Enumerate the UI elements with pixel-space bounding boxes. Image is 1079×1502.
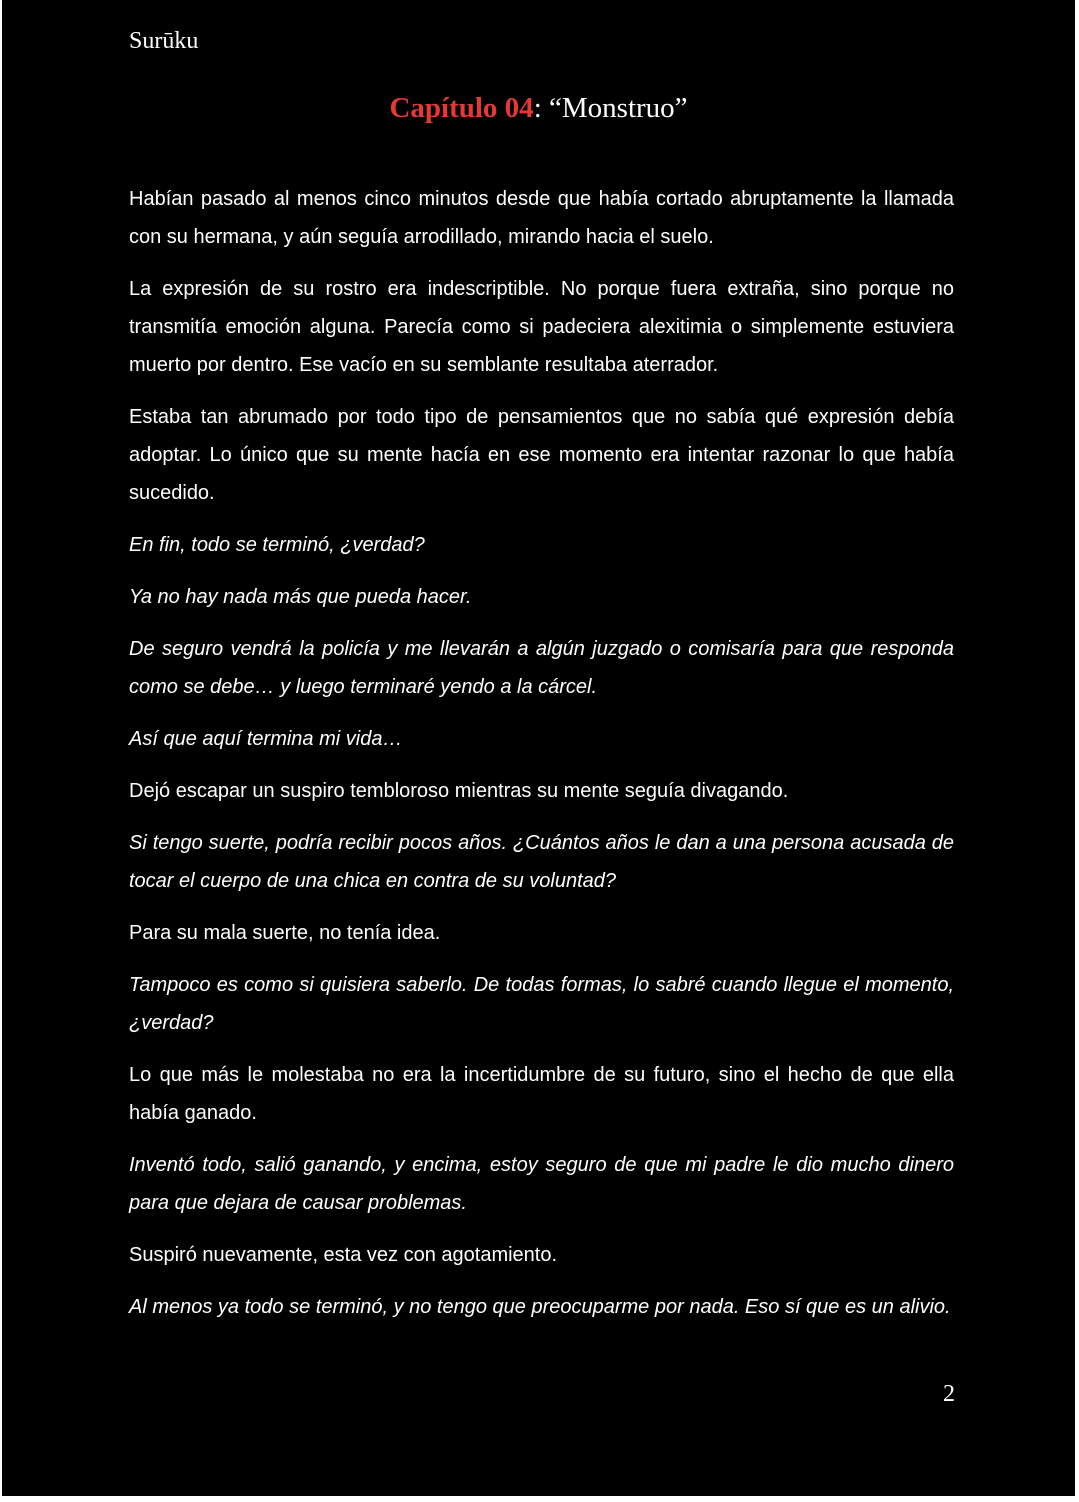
paragraph: Tampoco es como si quisiera saberlo. De todas formas, lo sabré cuando llegue el momento, ¿verdad? — [129, 974, 954, 1034]
paragraph: Inventó todo, salió ganando, y encima, estoy seguro de que mi padre le dio mucho dinero para que dejara de causar problemas. — [129, 1154, 954, 1214]
paragraph: Dejó escapar un suspiro tembloroso mientras su mente seguía divagando. — [129, 780, 789, 802]
paragraph: La expresión de su rostro era indescriptible. No porque fuera extraña, sino porque no transmitía emoción alguna. Parecía como si padeciera alexitimia o simplemente estuviera muerto por dentro. Ese vacío en su semblante resultaba aterrador. — [129, 278, 954, 376]
paragraph: Ya no hay nada más que pueda hacer. — [129, 586, 472, 608]
paragraph: Para su mala suerte, no tenía idea. — [129, 922, 441, 944]
paragraph: Lo que más le molestaba no era la incertidumbre de su futuro, sino el hecho de que ella había ganado. — [129, 1064, 954, 1124]
paragraph: Suspiró nuevamente, esta vez con agotamiento. — [129, 1244, 558, 1266]
paragraph: De seguro vendrá la policía y me llevarán a algún juzgado o comisaría para que responda como se debe… y luego terminaré yendo a la cárcel. — [129, 638, 954, 698]
paragraph: Habían pasado al menos cinco minutos desde que había cortado abruptamente la llamada con su hermana, y aún seguía arrodillado, mirando hacia el suelo. — [129, 188, 954, 248]
chapter-title — [2, 92, 1075, 125]
paragraph: Al menos ya todo se terminó, y no tengo que preocuparme por nada. Eso sí que es un alivio. — [129, 1296, 951, 1318]
paragraph: Si tengo suerte, podría recibir pocos años. ¿Cuántos años le dan a una persona acusada de tocar el cuerpo de una chica en contra de su voluntad? — [129, 832, 954, 892]
paragraph: Así que aquí termina mi vida… — [129, 728, 403, 750]
chapter-separator: : — [533, 92, 549, 124]
chapter-name: “Monstruo” — [549, 92, 688, 124]
paragraph: En fin, todo se terminó, ¿verdad? — [129, 534, 425, 556]
running-header-author: Surūku — [129, 28, 199, 54]
chapter-number-label: Capítulo 04 — [389, 92, 534, 124]
document-page — [2, 0, 1075, 1496]
page-number: 2 — [943, 1381, 955, 1407]
chapter-body — [129, 180, 954, 1340]
paragraph: Estaba tan abrumado por todo tipo de pensamientos que no sabía qué expresión debía adoptar. Lo único que su mente hacía en ese momento era intentar razonar lo que había sucedido. — [129, 406, 954, 504]
